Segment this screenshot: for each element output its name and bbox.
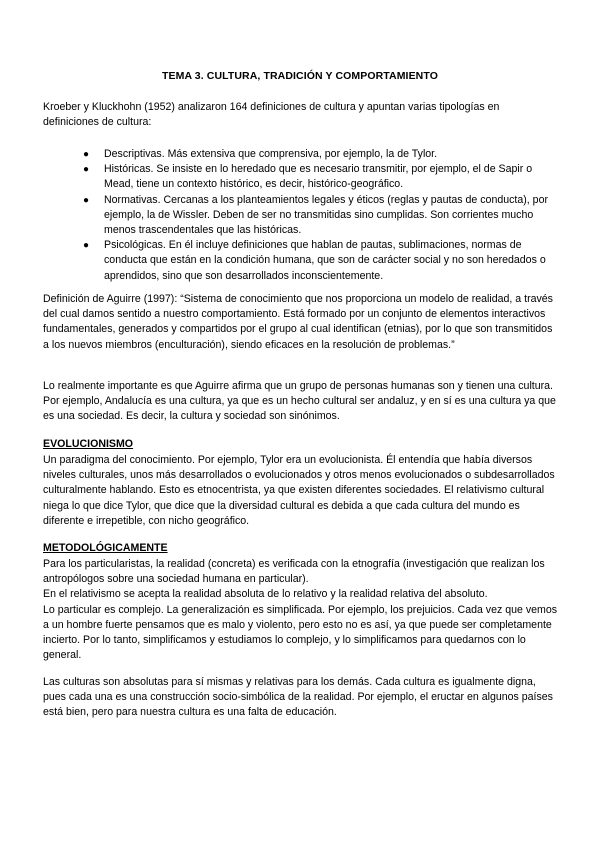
bullet-icon: ● xyxy=(83,240,90,252)
list-item xyxy=(83,147,561,162)
list-item xyxy=(83,193,561,239)
closing-paragraph: Las culturas son absolutas para sí mismas y relativas para los demás. Cada cultura es igualmente digna, pues cada una es una construcción socio-simbólica de la realidad. Por ejemplo, el eructar en algunos países está bien, pero para nuestra cultura es una falta de educación. xyxy=(43,676,553,719)
evolucionismo-paragraph: Un paradigma del conocimiento. Por ejemplo, Tylor era un evolucionista. Él entendía que había diversos niveles culturales, unos más desarrollados o evolucionados y otros menos evolucionados o subdesarrollados culturalmente hablando. Esto es etnocentrista, ya que existen diferentes sociedades. El relativismo cultural niega lo que dice Tylor, que dice que la diversidad cultural es debida a que cada cultura del mundo es diferente e irrepetible, con nicho geográfico. xyxy=(43,454,555,527)
list-item-text: Normativas. Cercanas a los planteamientos legales y éticos (reglas y pautas de conducta), por ejemplo, la de Wissler. Deben de ser no transmitidas sino cumplidas. Son corrientes mucho menos trascendentales que las históricas. xyxy=(104,193,548,237)
metodologicamente-heading: METODOLÓGICAMENTE xyxy=(43,542,168,554)
metodologicamente-line: En el relativismo se acepta la realidad absoluta de lo relativo y la realidad relativa del absoluto. xyxy=(43,588,488,601)
list-item-text: Descriptivas. Más extensiva que comprensiva, por ejemplo, la de Tylor. xyxy=(104,148,438,160)
aguirre-comment-paragraph: Lo realmente importante es que Aguirre afirma que un grupo de personas humanas son y tienen una cultura. Por ejemplo, Andalucía es una cultura, ya que es un hecho cultural ser andaluz, y en sí es una cultura ya que es una sociedad. Es decir, la cultura y sociedad son sinónimos. xyxy=(43,380,556,423)
bullet-icon: ● xyxy=(83,194,90,206)
list-item xyxy=(83,238,561,284)
typology-list xyxy=(83,147,561,284)
metodologicamente-line: Lo particular es complejo. La generalización es simplificada. Por ejemplo, los prejuicios. Cada vez que vemos a un hombre fuerte pensamos que es malo y violento, pero esto no es así, ya que puede ser completamente incierto. Por lo tanto, simplificamos y estudiamos lo complejo, y lo simplificamos para quedarnos con lo general. xyxy=(43,603,558,662)
bullet-icon: ● xyxy=(83,149,90,160)
metodologicamente-line: Para los particularistas, la realidad (concreta) es verificada con la etnografía (investigación que realizan los antropólogos sobre una sociedad humana en particular). xyxy=(43,558,545,586)
intro-paragraph: Kroeber y Kluckhohn (1952) analizaron 164 definiciones de cultura y apuntan varias tipologías en definiciones de cultura: xyxy=(43,101,500,129)
list-item xyxy=(83,162,561,192)
evolucionismo-heading: EVOLUCIONISMO xyxy=(43,438,134,450)
list-item-text: Psicológicas. En él incluye definiciones que hablan de pautas, sublimaciones, normas de conducta que están en la condición humana, que son de carácter social y no son heredados o aprendidos, sino que son desarrollados inconscientemente. xyxy=(104,239,546,282)
aguirre-definition-paragraph: Definición de Aguirre (1997): “Sistema de conocimiento que nos proporciona un modelo de realidad, a través del cual damos sentido a nuestro comportamiento. Está formado por un conjunto de elementos interactivos fundamentales, generados y compartidos por el grupo al cual identifican (etnias), por lo que son transmitidos a los nuevos miembros (enculturación), siendo eficaces en la resolución de problemas.” xyxy=(43,293,553,351)
bullet-icon: ● xyxy=(83,164,90,176)
metodologicamente-section xyxy=(43,557,558,663)
list-item-text: Históricas. Se insiste en lo heredado que es necesario transmitir, por ejemplo, el de Sapir o Mead, tiene un contexto histórico, es decir, histórico-geográfico. xyxy=(104,163,533,191)
document-title: TEMA 3. CULTURA, TRADICIÓN Y COMPORTAMIENTO xyxy=(162,70,438,82)
